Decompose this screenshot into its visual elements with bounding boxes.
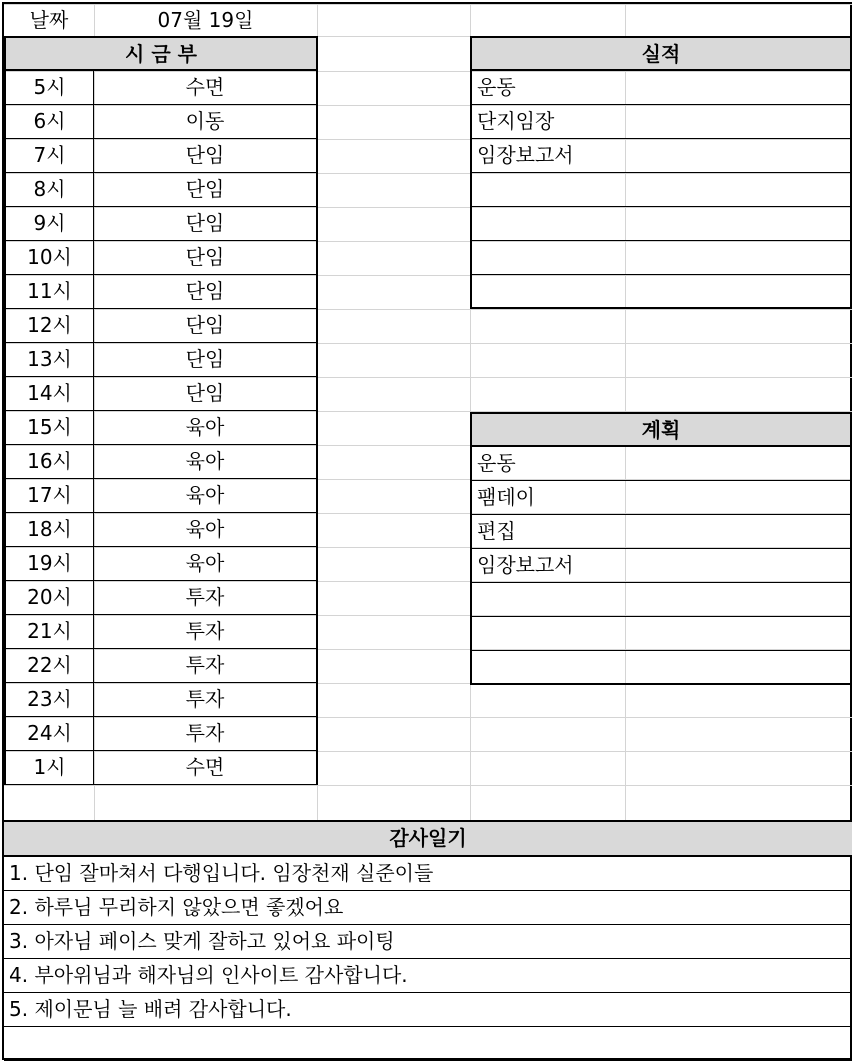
date-value-cell[interactable]: 07월 19일: [157, 8, 254, 32]
schedule-activity-cell[interactable]: 단임: [94, 377, 318, 411]
schedule-hour-cell[interactable]: 22시: [4, 649, 94, 683]
schedule-hour-cell[interactable]: 21시: [4, 615, 94, 649]
schedule-hour-cell[interactable]: 9시: [4, 207, 94, 241]
gratitude-item-cell[interactable]: 2. 하루님 무리하지 않았으면 좋겠어요: [4, 891, 852, 925]
schedule-hour-cell[interactable]: 11시: [4, 275, 94, 309]
schedule-activity-cell[interactable]: 투자: [94, 683, 318, 717]
schedule-activity-cell[interactable]: 단임: [94, 207, 318, 241]
gridline-h: [4, 785, 852, 786]
schedule-hour-cell[interactable]: 10시: [4, 241, 94, 275]
results-header[interactable]: 실적: [470, 36, 852, 71]
schedule-hour-cell[interactable]: 23시: [4, 683, 94, 717]
plan-header[interactable]: 계획: [470, 412, 852, 447]
schedule-activity-cell[interactable]: 단임: [94, 275, 318, 309]
plan-item-cell[interactable]: 운동: [470, 447, 852, 481]
gratitude-item-cell[interactable]: 5. 제이문님 늘 배려 감사합니다.: [4, 993, 852, 1027]
schedule-activity-cell[interactable]: 단임: [94, 343, 318, 377]
schedule-hour-cell[interactable]: 1시: [4, 751, 94, 785]
schedule-activity-cell[interactable]: 수면: [94, 751, 318, 785]
schedule-hour-cell[interactable]: 19시: [4, 547, 94, 581]
schedule-activity-cell[interactable]: 육아: [94, 479, 318, 513]
plan-item-cell[interactable]: [470, 651, 852, 685]
schedule-hour-cell[interactable]: 5시: [4, 71, 94, 105]
schedule-activity-cell[interactable]: 단임: [94, 309, 318, 343]
results-item-cell[interactable]: [470, 207, 852, 241]
schedule-hour-cell[interactable]: 13시: [4, 343, 94, 377]
schedule-activity-cell[interactable]: 육아: [94, 445, 318, 479]
schedule-activity-cell[interactable]: 단임: [94, 139, 318, 173]
plan-item-cell[interactable]: [470, 617, 852, 651]
schedule-activity-cell[interactable]: 수면: [94, 71, 318, 105]
schedule-hour-cell[interactable]: 17시: [4, 479, 94, 513]
schedule-activity-cell[interactable]: 투자: [94, 615, 318, 649]
schedule-activity-cell[interactable]: 투자: [94, 581, 318, 615]
gratitude-header[interactable]: 감사일기: [4, 820, 852, 857]
schedule-activity-cell[interactable]: 육아: [94, 547, 318, 581]
plan-item-cell[interactable]: 팸데이: [470, 481, 852, 515]
plan-item-cell[interactable]: 임장보고서: [470, 549, 852, 583]
schedule-hour-cell[interactable]: 24시: [4, 717, 94, 751]
gratitude-item-cell[interactable]: 3. 아자님 페이스 맞게 잘하고 있어요 파이팅: [4, 925, 852, 959]
schedule-hour-cell[interactable]: 20시: [4, 581, 94, 615]
schedule-hour-cell[interactable]: 8시: [4, 173, 94, 207]
plan-item-cell[interactable]: 편집: [470, 515, 852, 549]
results-item-cell[interactable]: [470, 173, 852, 207]
schedule-activity-cell[interactable]: 육아: [94, 513, 318, 547]
gratitude-item-cell[interactable]: 1. 단임 잘마쳐서 다행입니다. 임장천재 실준이들: [4, 857, 852, 891]
results-item-cell[interactable]: 단지임장: [470, 105, 852, 139]
schedule-hour-cell[interactable]: 6시: [4, 105, 94, 139]
schedule-activity-cell[interactable]: 단임: [94, 173, 318, 207]
schedule-activity-cell[interactable]: 이동: [94, 105, 318, 139]
date-label-cell[interactable]: 날짜: [29, 8, 69, 32]
schedule-activity-cell[interactable]: 육아: [94, 411, 318, 445]
schedule-header[interactable]: 시 금 부: [4, 36, 318, 71]
gratitude-item-cell[interactable]: 4. 부아위님과 해자님의 인사이트 감사합니다.: [4, 959, 852, 993]
schedule-activity-cell[interactable]: 투자: [94, 717, 318, 751]
results-item-cell[interactable]: [470, 275, 852, 309]
schedule-hour-cell[interactable]: 18시: [4, 513, 94, 547]
schedule-hour-cell[interactable]: 12시: [4, 309, 94, 343]
results-item-cell[interactable]: [470, 241, 852, 275]
results-item-cell[interactable]: 임장보고서: [470, 139, 852, 173]
schedule-hour-cell[interactable]: 16시: [4, 445, 94, 479]
schedule-hour-cell[interactable]: 7시: [4, 139, 94, 173]
schedule-activity-cell[interactable]: 투자: [94, 649, 318, 683]
schedule-hour-cell[interactable]: 14시: [4, 377, 94, 411]
schedule-hour-cell[interactable]: 15시: [4, 411, 94, 445]
results-item-cell[interactable]: 운동: [470, 71, 852, 105]
plan-item-cell[interactable]: [470, 583, 852, 617]
gratitude-item-cell[interactable]: [4, 1027, 852, 1061]
schedule-activity-cell[interactable]: 단임: [94, 241, 318, 275]
